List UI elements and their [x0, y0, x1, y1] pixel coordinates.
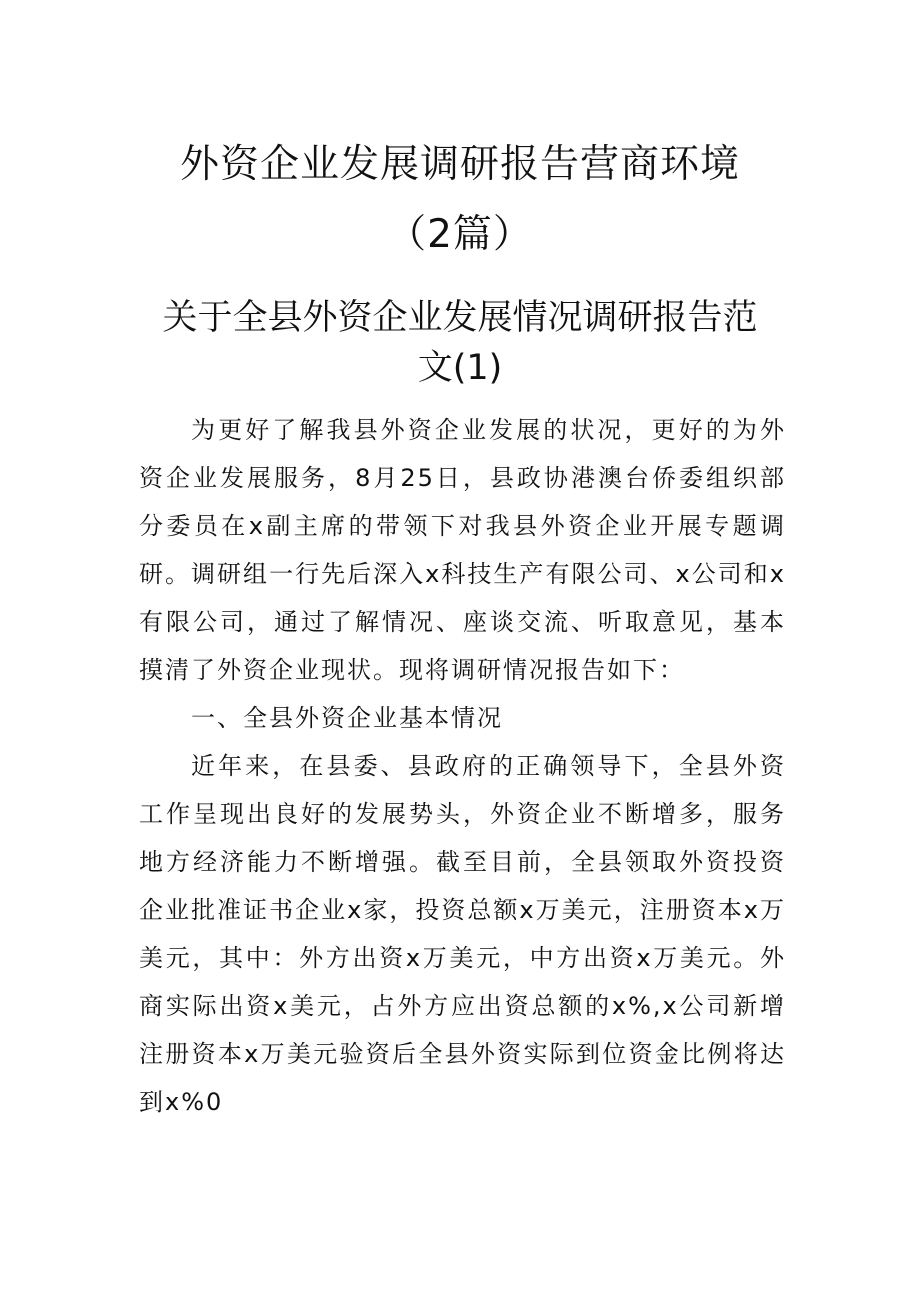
document-title-count: （2篇） — [387, 212, 533, 257]
intro-paragraph: 为更好了解我县外资企业发展的状况，更好的为外资企业发展服务，8月25日，县政协港澳台侨委组织部分委员在x副主席的带领下对我县外资企业开展专题调研。调研组一行先后深入x科技生产有限公司、x公司和x有限公司，通过了解情况、座谈交流、听取意见，基本摸清了外资企业现状。现将调研情况报告如下： — [139, 416, 786, 684]
section-heading: 一、全县外资企业基本情况 — [191, 704, 503, 732]
document-title: 外资企业发展调研报告营商环境 — [179, 142, 740, 187]
section-body-paragraph: 近年来，在县委、县政府的正确领导下，全县外资工作呈现出良好的发展势头，外资企业不断增多，服务地方经济能力不断增强。截至目前，全县领取外资投资企业批准证书企业x家，投资总额x万美元，注册资本x万美元，其中：外方出资x万美元，中方出资x万美元。外商实际出资x美元，占外方应出资总额的x%,x公司新增注册资本x万美元验资后全县外资实际到位资金比例将达到x%0 — [139, 752, 786, 1116]
report-title-continued: 文(1) — [417, 348, 503, 388]
report-title: 关于全县外资企业发展情况调研报告范 — [162, 298, 758, 338]
